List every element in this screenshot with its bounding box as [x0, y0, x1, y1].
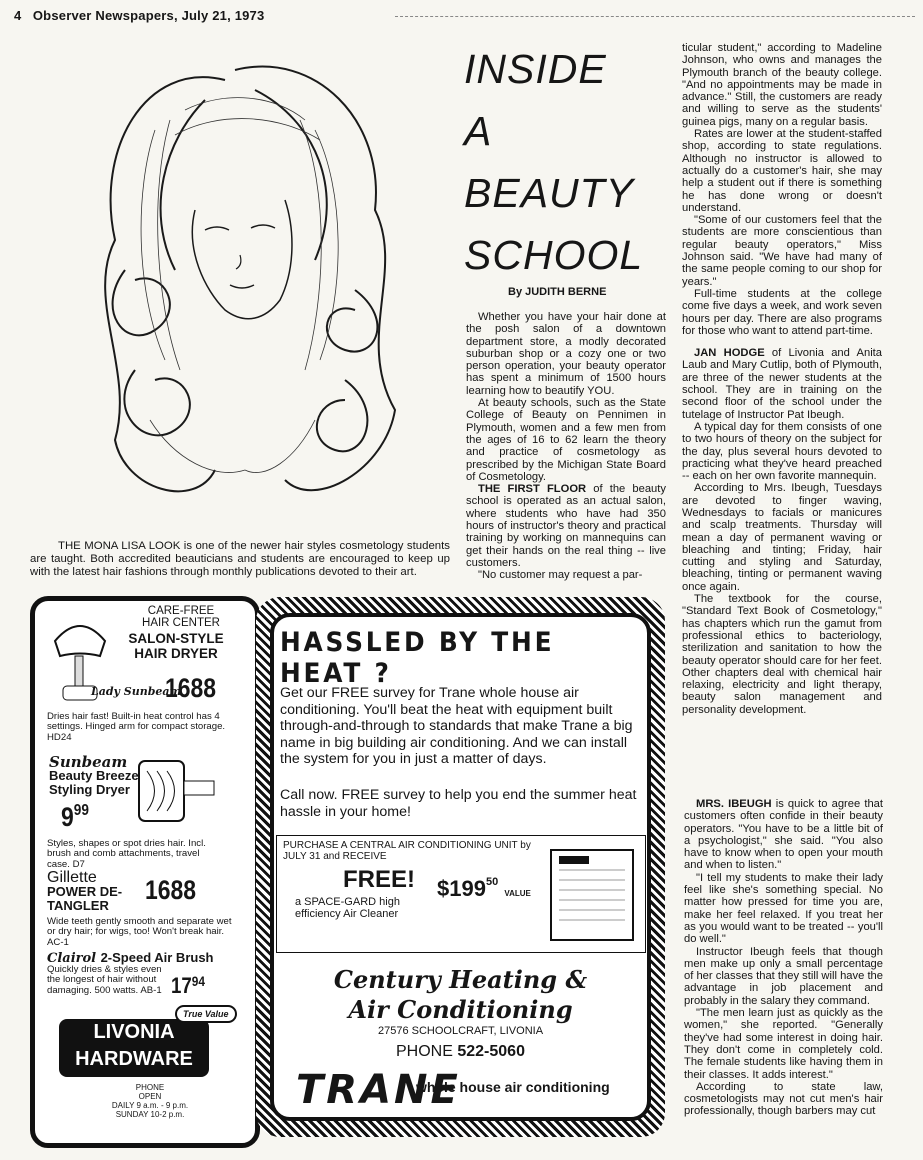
article-column-3-continued [684, 798, 883, 1118]
paragraph [684, 798, 883, 872]
paragraph: ticular student," according to Madeline Johnson, who owns and manages the Plymouth branch of the beauty college. "And no appointments may be made in advance." Still, the customers are ready and willing to serve as the students' guinea pigs, many on a regular basis. [682, 42, 882, 128]
header-rule [395, 16, 915, 17]
store-name: LIVONIA [93, 1021, 175, 1043]
company-address: 27576 SCHOOLCRAFT, LIVONIA [377, 1025, 544, 1037]
offer-free: FREE! [343, 866, 415, 893]
photo-caption: THE MONA LISA LOOK is one of the newer hair styles cosmetology students are taught. Both accredited beauticians and students are encouraged to keep up with the latest hair fashions through monthly publications devoted to their art. [30, 540, 450, 578]
paragraph: "The men learn just as quickly as the women," she reported. "Generally they've had some interest in doing hair. They don't come in completely cold. The female students like having them in their classes. It adds interest." [684, 1007, 883, 1081]
paragraph [466, 483, 666, 569]
paragraph: Full-time students at the college come five days a week, and work seven hours per day. There are also programs for those who want to attend part-time. [682, 287, 882, 337]
paragraph-text: of Livonia and Anita Laub and Mary Cutlip, both of Plymouth, are three of the newer students at the school. They are in training on the second floor of the school under the tutelage of Instructor Pat Ibeugh. [682, 347, 883, 421]
headline-word: INSIDE [464, 46, 607, 92]
price-dollars: 17 [171, 973, 192, 998]
true-value-badge: True Value [175, 1005, 237, 1023]
paragraph-lead: THE FIRST FLOOR [478, 483, 587, 496]
ad-paragraph: Get our FREE survey for Trane whole house air conditioning. You'll beat the heat with equipment built through-and-through to standards that make Trane a big name in big building air conditioning. And we can install the system for you in just a matter of days. [280, 685, 633, 767]
livonia-hardware-ad [30, 596, 260, 1148]
product-brand: Lady Sunbeam [91, 685, 182, 698]
paragraph: Instructor Ibeugh feels that though men make up only a small percentage of her classes that they still will have the advantage in job placement and probably in the salary they command. [684, 945, 883, 1007]
product-price [61, 802, 89, 833]
headline-word: A [464, 108, 493, 154]
article-column-2 [466, 311, 666, 582]
price-cents: 94 [191, 973, 206, 989]
phone-number: 522-5060 [457, 1043, 525, 1060]
ad-headline: HASSLED BY THE HEAT ? [280, 627, 555, 689]
product-price [171, 973, 205, 999]
hours-label: OPEN [138, 1092, 162, 1101]
product-title: SALON-STYLE HAIR DRYER [128, 631, 224, 661]
air-cleaner-image [545, 840, 640, 946]
ad-heading [121, 605, 241, 629]
product-description: Wide teeth gently smooth and separate wet or dry hair; for wigs, too! Won't break hair. AC-1 [47, 916, 232, 948]
company-phone [256, 1043, 665, 1061]
paragraph: The textbook for the course, "Standard Text Book of Cosmetology," has chapters which run the gamut from professional ethics to bacteriology, sterilization and sanitation to how the beauty operator should care for her feet. Other chapters deal with chemical hair relaxing, electricity and light therapy, beauty salon management and personality development. [682, 593, 882, 716]
product-brand: Gillette [47, 869, 97, 886]
page-header [14, 8, 264, 23]
paragraph: According to Mrs. Ibeugh, Tuesdays are devoted to finger waving, Wednesdays to facials or manicures and scalp treatments. Thursday will mean a day of permanent waving or bleaching and tinting; Friday, hair cutting and styling and Saturday, bleaching, tinting or permanent waving once again. [682, 482, 882, 593]
hairstyle-illustration [55, 40, 450, 530]
store-logo [59, 1019, 209, 1077]
paragraph: At beauty schools, such as the State College of Beauty on Pennimen in Plymouth, women and a few men from the ages of 16 to 62 learn the theory and practice of cosmetology as prescribed by the Michigan State Board of Cosmetology. [466, 397, 666, 483]
product-brand: Sunbeam [49, 753, 128, 771]
product-price [165, 673, 216, 704]
offer-value [437, 876, 531, 902]
paragraph: "I tell my students to make their lady feel like she's something special. No matter how pressed for time you are, make her feel relaxed. If you treat her as you would want to be treated -- you'll do well." [684, 871, 883, 946]
price-cents: 88 [170, 875, 197, 905]
ad-heading-line: CARE-FREE [147, 605, 215, 617]
offer-description: a SPACE-GARD high efficiency Air Cleaner [295, 896, 400, 920]
company-name: Air Conditioning [348, 995, 573, 1024]
paragraph: "No customer may request a par- [478, 569, 643, 582]
headline-word: BEAUTY [464, 170, 635, 216]
store-hours: DAILY 9 a.m. - 9 p.m. [111, 1101, 189, 1110]
byline: By JUDITH BERNE [508, 286, 607, 298]
store-hours-sunday: SUNDAY 10-2 p.m. [115, 1110, 185, 1119]
ad-heading-line: HAIR CENTER [142, 617, 220, 629]
phone-label: PHONE [396, 1043, 453, 1060]
price-cents: 99 [73, 802, 89, 819]
store-name: HARDWARE [75, 1048, 193, 1070]
article-column-3 [682, 42, 882, 716]
product-description: Dries hair fast! Built-in heat control has 4 settings. Hinged arm for compact storage. HD24 [47, 711, 226, 743]
product-title: Beauty Breeze Styling Dryer [49, 768, 139, 797]
article-headline [464, 38, 664, 286]
product-title: 2-Speed Air Brush [100, 950, 214, 965]
headline-word: SCHOOL [464, 232, 644, 278]
paragraph-text: of the beauty school is operated as an actual salon, where students who have had 350 hours of instructor's theory and practical training by working on mannequins can get their hands on the real thing -- live customers. [466, 483, 666, 569]
paragraph-lead: MRS. IBEUGH [696, 798, 772, 810]
paragraph: Whether you have your hair done at the posh salon of a downtown department store, a modly decorated suburban shop or a cozy one or two person operation, your beauty operator has spent a minimum of 1500 hours learning how to beautify YOU. [466, 311, 666, 397]
price-dollars: 16 [145, 875, 171, 905]
price-dollars: 16 [165, 673, 191, 703]
offer-line: PURCHASE A CENTRAL AIR CONDITIONING UNIT by JULY 31 and RECEIVE [283, 840, 531, 862]
century-heating-ad [256, 597, 665, 1137]
page-number: 4 [14, 8, 22, 23]
product-price [145, 875, 196, 906]
paragraph-text: is quick to agree that customers often confide in their beauty operators. "You have to be a little bit of a psychologist," she said. "You also have to know when to open your mouth and when to listen." [684, 798, 884, 872]
styling-dryer-image [133, 751, 223, 841]
phone-label: PHONE [135, 1083, 165, 1092]
trane-logo: TRANE [296, 1067, 461, 1113]
product-description: Quickly dries & styles even the longest of hair without damaging. 500 watts. AB-1 [47, 964, 162, 996]
product-brand: Clairol [47, 951, 97, 966]
trane-tagline: whole house air conditioning [416, 1079, 610, 1095]
price-cents: 88 [190, 673, 217, 703]
paragraph: "Some of our customers feel that the students are more conscientious than regular beauty operators," Miss Johnson said. "We have had many of the same people coming to our shop for years." [682, 214, 882, 288]
ad-paragraph: Call now. FREE survey to help you end the summer heat hassle in your home! [280, 787, 637, 820]
offer-box [276, 835, 646, 953]
price-dollars: 9 [61, 802, 74, 832]
company-name: Century Heating & [333, 965, 588, 994]
paragraph: A typical day for them consists of one to two hours of theory on the subject for the day, plus several hours devoted to practicing what they've heard preached -- each on her own favorite mannequin. [682, 420, 882, 483]
paragraph [682, 347, 882, 421]
value-cents: 50 [485, 876, 499, 888]
value-amount: $199 [437, 876, 486, 901]
paragraph-lead: JAN HODGE [694, 347, 765, 360]
masthead: Observer Newspapers, July 21, 1973 [32, 8, 265, 23]
paragraph: According to state law, cosmetologists may not cut men's hair professionally, though barbers may cut [684, 1080, 883, 1118]
product-description: Styles, shapes or spot dries hair. Incl. brush and comb attachments, travel case. D7 [47, 838, 206, 870]
paragraph: Rates are lower at the student-staffed shop, according to state regulations. Although no instructor is allowed to actually do a customer's hair, she may help a student out if there is something he has done wrong or doesn't understand. [682, 128, 882, 214]
product-title: POWER DE-TANGLER [47, 884, 123, 913]
store-contact [95, 1083, 205, 1119]
value-label: VALUE [504, 889, 531, 898]
